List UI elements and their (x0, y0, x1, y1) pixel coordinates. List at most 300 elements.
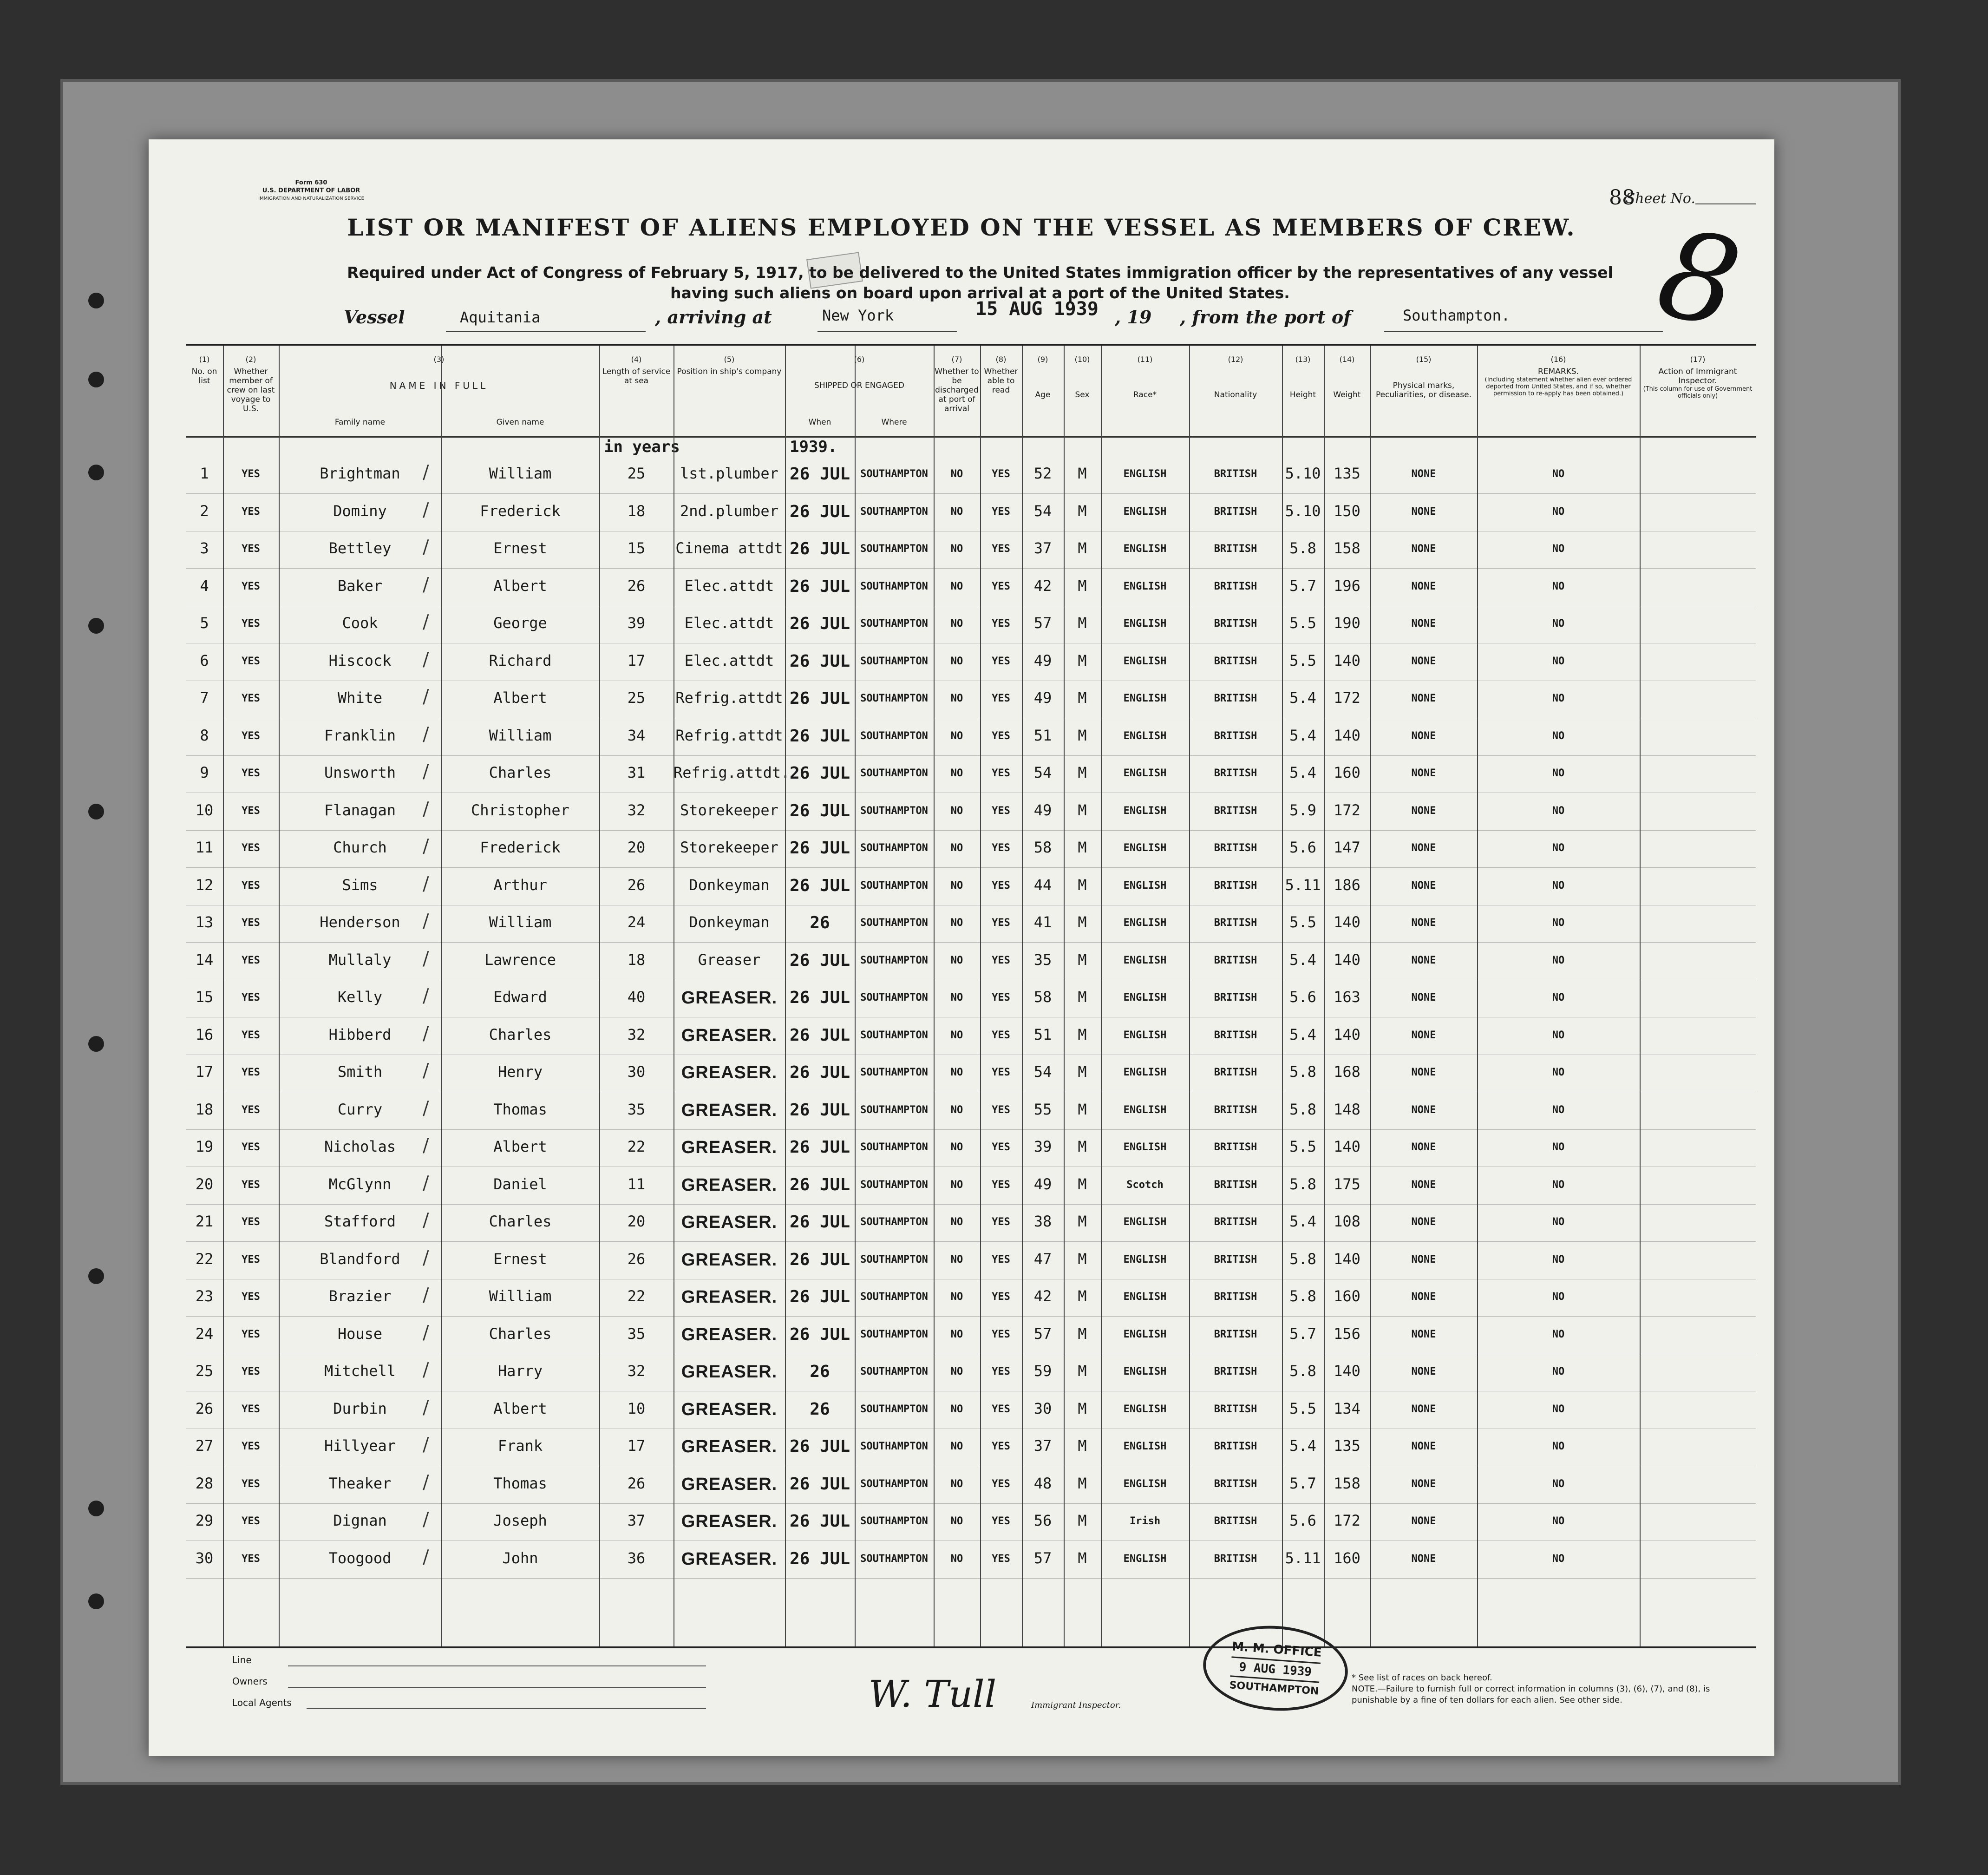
cell-weight: 168 (1334, 1063, 1360, 1081)
cell-last-voyage: YES (242, 1179, 260, 1191)
binder-hole (88, 618, 104, 634)
cell-age: 57 (1033, 614, 1052, 632)
cell-family-name: Kelly (337, 988, 383, 1006)
cell-physical-marks: NONE (1411, 879, 1436, 892)
col-num: (5) (724, 355, 735, 364)
row-divider (186, 1316, 1756, 1317)
cell-nationality: BRITISH (1214, 842, 1257, 854)
cell-sex: M (1078, 801, 1087, 819)
table-row (186, 719, 1756, 756)
cell-sex: M (1078, 913, 1087, 931)
cell-nationality: BRITISH (1214, 992, 1257, 1003)
row-divider (186, 568, 1756, 569)
cell-nationality: BRITISH (1214, 1179, 1257, 1191)
cell-shipped-when: 26 JUL (789, 614, 850, 633)
cell-weight: 186 (1334, 876, 1360, 894)
cell-position: GREASER. (681, 1213, 778, 1232)
cell-nationality: BRITISH (1214, 1328, 1257, 1340)
cell-weight: 134 (1334, 1399, 1360, 1417)
column-divider (1189, 346, 1190, 1646)
ditto-slash-mark: / (423, 1097, 429, 1119)
cell-age: 49 (1033, 801, 1052, 819)
table-row (186, 1280, 1756, 1317)
ditto-slash-mark: / (423, 798, 429, 820)
cell-shipped-where: SOUTHAMPTON (860, 1478, 928, 1490)
table-row (186, 1168, 1756, 1205)
cell-length-of-service: 26 (627, 577, 646, 595)
cell-length-of-service: 20 (627, 839, 646, 856)
col-num: (2) (245, 355, 256, 364)
row-divider (186, 942, 1756, 943)
column-divider (1022, 346, 1023, 1646)
cell-row-number: 29 (195, 1512, 214, 1529)
cell-row-number: 22 (195, 1250, 214, 1268)
cell-row-number: 28 (195, 1474, 214, 1492)
cell-discharged: NO (950, 730, 963, 742)
cell-family-name: Brightman (320, 465, 400, 482)
cell-shipped-where: SOUTHAMPTON (860, 655, 928, 667)
col-label: Race* (1133, 390, 1157, 400)
table-row (186, 1018, 1756, 1056)
cell-race: ENGLISH (1123, 879, 1167, 892)
column-divider (785, 346, 786, 1646)
table-row (186, 1392, 1756, 1429)
ditto-slash-mark: / (423, 611, 429, 633)
cell-shipped-when: 26 JUL (789, 1549, 850, 1568)
cell-physical-marks: NONE (1411, 1441, 1436, 1452)
cell-race: ENGLISH (1123, 1141, 1167, 1153)
cell-position: GREASER. (681, 1399, 778, 1419)
cell-last-voyage: YES (242, 1441, 260, 1452)
cell-length-of-service: 26 (627, 1474, 646, 1492)
line-underline (288, 1665, 706, 1666)
cell-given-name: William (489, 913, 552, 931)
col-num: (13) (1295, 355, 1311, 364)
cell-sex: M (1078, 1362, 1087, 1380)
cell-age: 42 (1033, 577, 1052, 595)
cell-last-voyage: YES (242, 505, 260, 518)
column-divider (223, 346, 224, 1646)
cell-height: 5.6 (1289, 1512, 1316, 1529)
col-num: (15) (1416, 355, 1432, 364)
cell-family-name: Flanagan (324, 801, 396, 819)
service-name: IMMIGRATION AND NATURALIZATION SERVICE (258, 196, 364, 201)
cell-sex: M (1078, 1437, 1087, 1455)
cell-able-to-read: YES (992, 655, 1010, 667)
cell-sex: M (1078, 1100, 1087, 1118)
cell-height: 5.10 (1285, 465, 1321, 482)
cell-shipped-when: 26 JUL (789, 689, 850, 708)
cell-last-voyage: YES (242, 543, 260, 555)
cell-row-number: 24 (195, 1324, 214, 1343)
cell-physical-marks: NONE (1411, 1291, 1436, 1303)
vessel-line (149, 298, 1774, 334)
cell-nationality: BRITISH (1214, 879, 1257, 892)
col-label: Nationality (1214, 390, 1257, 400)
cell-length-of-service: 11 (627, 1175, 646, 1193)
row-divider (186, 1578, 1756, 1579)
arriving-label: , arriving at (655, 307, 772, 328)
cell-height: 5.7 (1289, 577, 1316, 595)
cell-shipped-when: 26 (810, 913, 830, 932)
cell-discharged: NO (950, 992, 963, 1003)
cell-given-name: Albert (493, 1138, 547, 1155)
cell-race: ENGLISH (1123, 1216, 1167, 1228)
cell-position: GREASER. (681, 1250, 778, 1270)
cell-nationality: BRITISH (1214, 1441, 1257, 1452)
cell-length-of-service: 37 (627, 1512, 646, 1529)
cell-weight: 140 (1334, 951, 1360, 969)
cell-physical-marks: NONE (1411, 767, 1436, 779)
cell-physical-marks: NONE (1411, 655, 1436, 667)
ditto-slash-mark: / (423, 462, 429, 483)
cell-shipped-where: SOUTHAMPTON (860, 1179, 928, 1191)
table-row (186, 906, 1756, 943)
cell-row-number: 30 (195, 1549, 214, 1567)
cell-weight: 196 (1334, 577, 1360, 595)
cell-shipped-when: 26 JUL (789, 1025, 850, 1045)
cell-given-name: Lawrence (484, 951, 556, 969)
cell-discharged: NO (950, 767, 963, 779)
cell-physical-marks: NONE (1411, 1478, 1436, 1490)
cell-family-name: Bettley (328, 539, 392, 557)
year-1939-label: 1939. (790, 438, 837, 456)
cell-sex: M (1078, 951, 1087, 969)
cell-shipped-where: SOUTHAMPTON (860, 1216, 928, 1228)
col-label: Weight (1333, 390, 1361, 400)
cell-able-to-read: YES (992, 1366, 1010, 1377)
cell-nationality: BRITISH (1214, 1291, 1257, 1303)
cell-race: ENGLISH (1123, 917, 1167, 929)
cell-able-to-read: YES (992, 1515, 1010, 1527)
cell-last-voyage: YES (242, 1253, 260, 1265)
cell-remarks: NO (1552, 1366, 1565, 1377)
cell-last-voyage: YES (242, 1366, 260, 1377)
table-row (186, 1205, 1756, 1242)
cell-physical-marks: NONE (1411, 1403, 1436, 1415)
cell-able-to-read: YES (992, 730, 1010, 742)
binder-hole (88, 1036, 104, 1052)
ditto-slash-mark: / (423, 1546, 429, 1568)
cell-age: 57 (1033, 1324, 1052, 1343)
cell-age: 38 (1033, 1213, 1052, 1230)
handwritten-sheet-number: 8 (1646, 203, 1751, 356)
cell-given-name: Ernest (493, 1250, 547, 1268)
cell-nationality: BRITISH (1214, 543, 1257, 555)
cell-race: ENGLISH (1123, 543, 1167, 555)
col-label: Height (1289, 390, 1316, 400)
cell-remarks: NO (1552, 1029, 1565, 1041)
cell-height: 5.4 (1289, 1437, 1316, 1455)
cell-physical-marks: NONE (1411, 468, 1436, 480)
form-number: Form 630 (295, 179, 327, 186)
cell-shipped-when: 26 JUL (789, 651, 850, 671)
cell-remarks: NO (1552, 767, 1565, 779)
cell-nationality: BRITISH (1214, 1141, 1257, 1153)
cell-last-voyage: YES (242, 1553, 260, 1565)
cell-weight: 140 (1334, 651, 1360, 669)
col-num: (4) (631, 355, 642, 364)
cell-able-to-read: YES (992, 954, 1010, 966)
cell-family-name: Theaker (328, 1474, 392, 1492)
sub-given-name: Given name (496, 418, 544, 427)
cell-position: Storekeeper (680, 839, 778, 856)
col-header-height (1282, 355, 1324, 400)
col-label: Length of service at sea (602, 367, 671, 386)
cell-given-name: Thomas (493, 1100, 547, 1118)
cell-physical-marks: NONE (1411, 1067, 1436, 1078)
cell-shipped-where: SOUTHAMPTON (860, 1291, 928, 1303)
cell-shipped-when: 26 (810, 1362, 830, 1381)
cell-race: ENGLISH (1123, 1441, 1167, 1452)
cell-position: GREASER. (681, 1287, 778, 1307)
cell-weight: 190 (1334, 614, 1360, 632)
cell-position: GREASER. (681, 1362, 778, 1382)
cell-weight: 156 (1334, 1324, 1360, 1343)
col-label: Age (1035, 390, 1051, 400)
cell-position: 2nd.plumber (680, 502, 778, 520)
cell-last-voyage: YES (242, 917, 260, 929)
ditto-slash-mark: / (423, 1023, 429, 1044)
ditto-slash-mark: / (423, 1471, 429, 1493)
vessel-label: Vessel (344, 307, 405, 328)
crew-manifest-table (186, 344, 1756, 1648)
cell-discharged: NO (950, 1216, 963, 1228)
ditto-slash-mark: / (423, 948, 429, 970)
cell-nationality: BRITISH (1214, 1478, 1257, 1490)
col-header-last-voyage (223, 355, 279, 413)
cell-last-voyage: YES (242, 954, 260, 966)
col-num: (11) (1137, 355, 1153, 364)
cell-sex: M (1078, 1063, 1087, 1081)
cell-remarks: NO (1552, 917, 1565, 929)
cell-able-to-read: YES (992, 580, 1010, 592)
cell-shipped-when: 26 JUL (789, 1287, 850, 1306)
cell-nationality: BRITISH (1214, 1253, 1257, 1265)
cell-remarks: NO (1552, 1403, 1565, 1415)
cell-row-number: 21 (195, 1213, 214, 1230)
cell-row-number: 20 (195, 1175, 214, 1193)
cell-discharged: NO (950, 879, 963, 892)
table-row (186, 607, 1756, 644)
cell-age: 51 (1033, 1025, 1052, 1043)
agents-underline (307, 1708, 706, 1709)
cell-physical-marks: NONE (1411, 1216, 1436, 1228)
cell-discharged: NO (950, 1253, 963, 1265)
cell-last-voyage: YES (242, 618, 260, 629)
cell-row-number: 11 (195, 839, 214, 856)
cell-able-to-read: YES (992, 879, 1010, 892)
cell-last-voyage: YES (242, 767, 260, 779)
page-number: 88 (1609, 186, 1635, 210)
cell-weight: 108 (1334, 1213, 1360, 1230)
cell-given-name: Albert (493, 689, 547, 707)
cell-family-name: Hiscock (328, 651, 392, 669)
cell-age: 55 (1033, 1100, 1052, 1118)
cell-age: 51 (1033, 726, 1052, 744)
table-row (186, 1429, 1756, 1467)
cell-height: 5.9 (1289, 801, 1316, 819)
cell-remarks: NO (1552, 1478, 1565, 1490)
races-note: * See list of races on back hereof. (1352, 1673, 1492, 1683)
cell-discharged: NO (950, 580, 963, 592)
cell-race: ENGLISH (1123, 1067, 1167, 1078)
cell-last-voyage: YES (242, 805, 260, 817)
cell-position: GREASER. (681, 1549, 778, 1569)
cell-discharged: NO (950, 1179, 963, 1191)
cell-given-name: Richard (489, 651, 552, 669)
cell-nationality: BRITISH (1214, 1216, 1257, 1228)
cell-able-to-read: YES (992, 1141, 1010, 1153)
binder-hole (88, 804, 104, 819)
cell-shipped-when: 26 JUL (789, 951, 850, 970)
cell-nationality: BRITISH (1214, 1553, 1257, 1565)
cell-remarks: NO (1552, 992, 1565, 1003)
cell-weight: 135 (1334, 1437, 1360, 1455)
cell-shipped-where: SOUTHAMPTON (860, 1029, 928, 1041)
col-header-physical (1370, 355, 1477, 400)
col-num: (7) (951, 355, 962, 364)
col-label: SHIPPED OR ENGAGED (814, 381, 904, 390)
table-row (186, 1130, 1756, 1167)
cell-family-name: McGlynn (328, 1175, 392, 1193)
cell-weight: 163 (1334, 988, 1360, 1006)
cell-length-of-service: 34 (627, 726, 646, 744)
cell-weight: 158 (1334, 539, 1360, 557)
cell-row-number: 19 (195, 1138, 214, 1155)
cell-row-number: 8 (200, 726, 209, 744)
cell-discharged: NO (950, 917, 963, 929)
cell-given-name: Charles (489, 1025, 552, 1043)
cell-given-name: William (489, 1287, 552, 1305)
cell-family-name: Sims (342, 876, 378, 894)
cell-height: 5.5 (1289, 651, 1316, 669)
cell-row-number: 10 (195, 801, 214, 819)
col-label: Whether member of crew on last voyage to U.S. (227, 367, 275, 413)
cell-shipped-where: SOUTHAMPTON (860, 618, 928, 629)
cell-nationality: BRITISH (1214, 730, 1257, 742)
cell-position: Refrig.attdt (675, 726, 783, 744)
cell-nationality: BRITISH (1214, 954, 1257, 966)
ditto-slash-mark: / (423, 686, 429, 708)
col-label: Whether to be discharged at port of arrival (935, 367, 979, 413)
cell-race: ENGLISH (1123, 842, 1167, 854)
cell-shipped-when: 26 JUL (789, 1138, 850, 1157)
col-header-race (1101, 355, 1189, 400)
cell-position: GREASER. (681, 1175, 778, 1195)
cell-height: 5.4 (1289, 1213, 1316, 1230)
cell-shipped-when: 26 JUL (789, 1512, 850, 1531)
cell-nationality: BRITISH (1214, 1403, 1257, 1415)
cell-family-name: Dignan (333, 1512, 387, 1529)
cell-physical-marks: NONE (1411, 543, 1436, 555)
binder-hole (88, 372, 104, 387)
cell-remarks: NO (1552, 730, 1565, 742)
cell-able-to-read: YES (992, 767, 1010, 779)
cell-race: ENGLISH (1123, 1291, 1167, 1303)
cell-remarks: NO (1552, 655, 1565, 667)
col-label: No. on list (191, 367, 217, 386)
row-divider (186, 830, 1756, 831)
table-row (186, 495, 1756, 532)
cell-remarks: NO (1552, 1515, 1565, 1527)
cell-shipped-where: SOUTHAMPTON (860, 1253, 928, 1265)
sheet-label: Sheet No. (1625, 190, 1695, 207)
cell-shipped-when: 26 JUL (789, 502, 850, 521)
cell-age: 49 (1033, 689, 1052, 707)
cell-weight: 140 (1334, 1138, 1360, 1155)
col-sublabel: (This column for use of Government officials only) (1643, 386, 1753, 400)
cell-nationality: BRITISH (1214, 1515, 1257, 1527)
cell-family-name: Smith (337, 1063, 383, 1081)
row-divider (186, 1503, 1756, 1504)
cell-given-name: Charles (489, 1213, 552, 1230)
sub-where: Where (881, 418, 907, 427)
cell-discharged: NO (950, 1291, 963, 1303)
cell-height: 5.8 (1289, 1063, 1316, 1081)
cell-sex: M (1078, 614, 1087, 632)
cell-height: 5.11 (1285, 876, 1321, 894)
cell-given-name: Christopher (471, 801, 569, 819)
cell-sex: M (1078, 1287, 1087, 1305)
ditto-slash-mark: / (423, 1322, 429, 1344)
cell-sex: M (1078, 502, 1087, 520)
cell-length-of-service: 25 (627, 465, 646, 482)
cell-shipped-when: 26 JUL (789, 988, 850, 1007)
cell-length-of-service: 18 (627, 951, 646, 969)
cell-race: ENGLISH (1123, 1104, 1167, 1116)
arrival-date-stamp: 15 AUG 1939 (975, 298, 1099, 320)
cell-able-to-read: YES (992, 842, 1010, 854)
cell-last-voyage: YES (242, 1104, 260, 1116)
cell-discharged: NO (950, 1478, 963, 1490)
cell-length-of-service: 32 (627, 801, 646, 819)
col-header-service (599, 355, 674, 386)
cell-last-voyage: YES (242, 1291, 260, 1303)
ditto-slash-mark: / (423, 1434, 429, 1455)
inspector-label: Immigrant Inspector. (1031, 1700, 1121, 1710)
col-header-remarks (1477, 355, 1640, 397)
cell-sex: M (1078, 1474, 1087, 1492)
cell-physical-marks: NONE (1411, 618, 1436, 629)
col-label: Action of Immigrant Inspector. (1658, 367, 1737, 386)
cell-row-number: 17 (195, 1063, 214, 1081)
stamp-date-text: 9 AUG 1939 (1230, 1656, 1321, 1683)
binder-hole (88, 1268, 104, 1284)
cell-race: ENGLISH (1123, 1029, 1167, 1041)
cell-given-name: Charles (489, 764, 552, 781)
cell-able-to-read: YES (992, 1253, 1010, 1265)
line-label: Line (232, 1654, 252, 1665)
cell-remarks: NO (1552, 505, 1565, 518)
cell-nationality: BRITISH (1214, 917, 1257, 929)
row-divider (186, 1241, 1756, 1242)
footer-fields (232, 1649, 292, 1713)
cell-age: 56 (1033, 1512, 1052, 1529)
column-divider (1282, 346, 1283, 1646)
cell-shipped-where: SOUTHAMPTON (860, 1553, 928, 1565)
ditto-slash-mark: / (423, 1210, 429, 1231)
cell-shipped-when: 26 JUL (789, 1474, 850, 1494)
cell-given-name: Frederick (480, 839, 561, 856)
cell-height: 5.8 (1289, 1287, 1316, 1305)
cell-sex: M (1078, 651, 1087, 669)
column-divider (1370, 346, 1371, 1646)
ditto-slash-mark: / (423, 1285, 429, 1306)
cell-family-name: Mullaly (328, 951, 392, 969)
cell-nationality: BRITISH (1214, 1067, 1257, 1078)
col-num: (9) (1037, 355, 1048, 364)
